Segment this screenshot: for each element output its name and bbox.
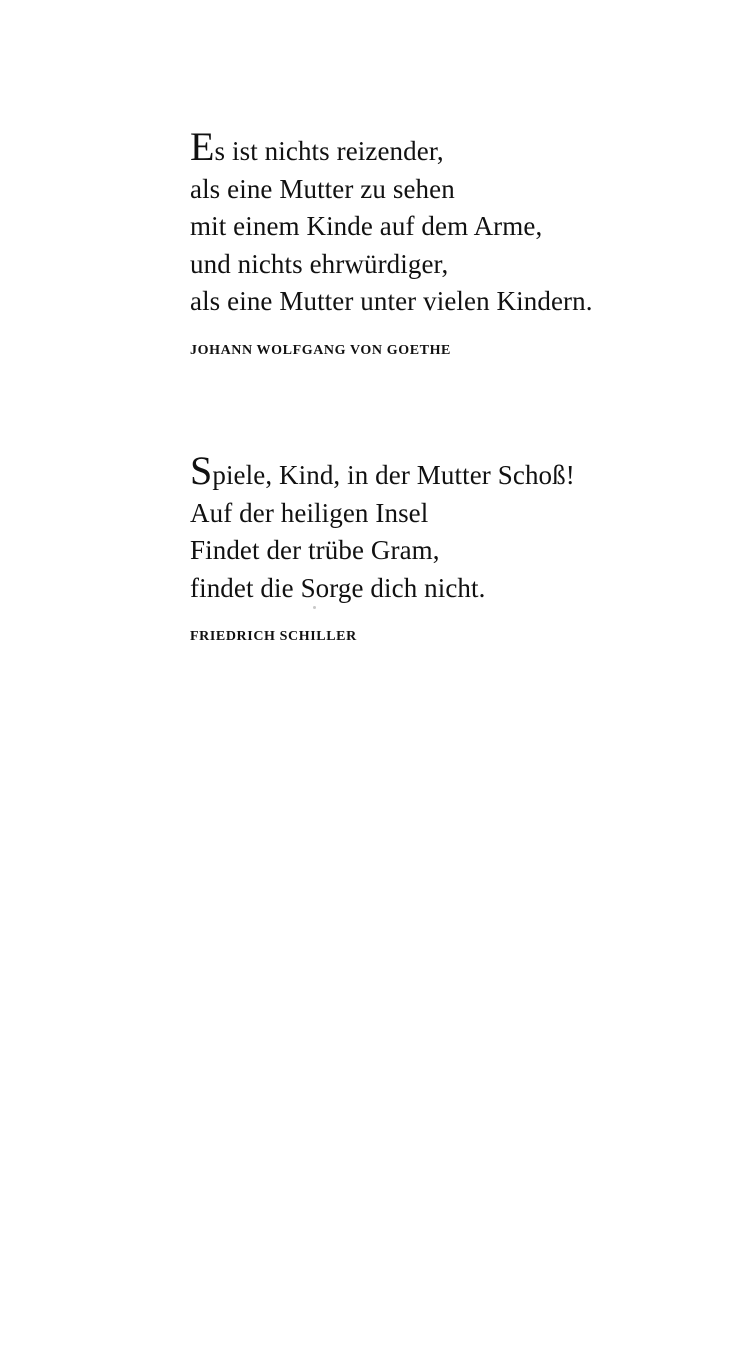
quote-line-4: und nichts ehrwürdiger,: [190, 248, 449, 279]
schiller-quote: [190, 448, 710, 645]
quote-line-4: findet die Sorge dich nicht.: [190, 572, 486, 603]
goethe-quote: [190, 124, 710, 359]
paper-speck: [313, 606, 316, 609]
quote-line-2: als eine Mutter zu sehen: [190, 173, 455, 204]
quote-line-3: Findet der trübe Gram,: [190, 535, 440, 565]
initial-letter: S: [190, 448, 213, 493]
quote-line-1: Es ist nichts reizender,: [190, 124, 444, 169]
quote-line-5: als eine Mutter unter vielen Kindern.: [190, 286, 593, 316]
quote-author: FRIEDRICH SCHILLER: [190, 629, 357, 644]
initial-letter: E: [190, 124, 215, 169]
quote-line-2: Auf der heiligen Insel: [190, 497, 429, 528]
quote-line-3: mit einem Kinde auf dem Arme,: [190, 211, 543, 241]
quote-line-1: Spiele, Kind, in der Mutter Schoß!: [190, 448, 575, 493]
quote-author: JOHANN WOLFGANG VON GOETHE: [190, 342, 451, 358]
